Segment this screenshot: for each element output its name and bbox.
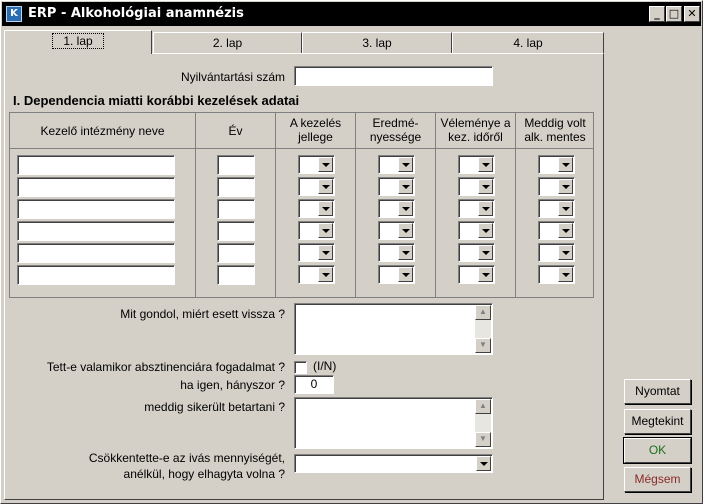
sober-duration-select[interactable] bbox=[538, 155, 575, 174]
treatment-opinion-select[interactable] bbox=[458, 177, 495, 196]
abstinence-hint: (I/N) bbox=[313, 359, 337, 373]
tab-panel bbox=[4, 53, 604, 500]
chevron-down-icon[interactable] bbox=[318, 223, 333, 238]
treatment-opinion-select[interactable] bbox=[458, 265, 495, 284]
treatment-result-select[interactable] bbox=[378, 177, 415, 196]
col-header-institution: Kezelő intézmény neve bbox=[40, 124, 165, 138]
year-field[interactable] bbox=[217, 265, 255, 285]
institution-name-field[interactable] bbox=[17, 265, 175, 285]
scroll-down-icon[interactable]: ▼ bbox=[475, 338, 491, 353]
scroll-up-icon[interactable]: ▲ bbox=[475, 305, 491, 320]
year-field[interactable] bbox=[217, 155, 255, 175]
col-header-year: Év bbox=[228, 124, 243, 138]
window-title: ERP - Alkohológiai anamnézis bbox=[28, 6, 244, 21]
chevron-down-icon[interactable] bbox=[318, 245, 333, 260]
col-header-line: A kezelés bbox=[289, 116, 342, 130]
chevron-down-icon[interactable] bbox=[558, 179, 573, 194]
chevron-down-icon[interactable] bbox=[318, 179, 333, 194]
times-label: ha igen, hányszor ? bbox=[180, 378, 285, 392]
preview-button[interactable]: Megtekint bbox=[624, 409, 691, 434]
institution-name-field[interactable] bbox=[17, 221, 175, 241]
col-header-line: nyessége bbox=[369, 130, 422, 144]
chevron-down-icon[interactable] bbox=[558, 245, 573, 260]
year-field[interactable] bbox=[217, 243, 255, 263]
tab-page-2[interactable] bbox=[153, 32, 302, 54]
tab-label: 2. lap bbox=[212, 36, 243, 50]
memo-scrollbar[interactable] bbox=[475, 305, 491, 353]
col-header-line: alk. mentes bbox=[524, 130, 586, 144]
treatment-type-select[interactable] bbox=[298, 221, 335, 240]
times-field[interactable]: 0 bbox=[294, 375, 334, 394]
chevron-down-icon[interactable] bbox=[318, 267, 333, 282]
sober-duration-select[interactable] bbox=[538, 221, 575, 240]
chevron-down-icon[interactable] bbox=[478, 201, 493, 216]
treatment-type-select[interactable] bbox=[298, 199, 335, 218]
app-icon: K bbox=[6, 6, 22, 22]
sober-duration-select[interactable] bbox=[538, 265, 575, 284]
minimize-button[interactable]: _ bbox=[649, 6, 665, 22]
treatment-type-select[interactable] bbox=[298, 155, 335, 174]
col-header-result bbox=[356, 116, 435, 144]
chevron-down-icon[interactable] bbox=[478, 267, 493, 282]
year-field[interactable] bbox=[217, 221, 255, 241]
reduce-label-line: Csökkentette-e az ivás mennyiségét, bbox=[88, 451, 285, 465]
relapse-memo[interactable] bbox=[294, 303, 493, 355]
memo-scrollbar[interactable] bbox=[475, 399, 491, 447]
reduce-label bbox=[45, 450, 285, 482]
chevron-down-icon[interactable] bbox=[558, 157, 573, 172]
chevron-down-icon[interactable] bbox=[476, 456, 491, 471]
chevron-down-icon[interactable] bbox=[398, 223, 413, 238]
treatment-opinion-select[interactable] bbox=[458, 155, 495, 174]
col-header-line: Eredmé- bbox=[372, 116, 419, 130]
tab-page-1[interactable] bbox=[4, 30, 152, 54]
sober-duration-select[interactable] bbox=[538, 177, 575, 196]
held-label: meddig sikerült betartani ? bbox=[144, 400, 285, 414]
held-memo[interactable] bbox=[294, 397, 493, 449]
chevron-down-icon[interactable] bbox=[558, 223, 573, 238]
col-header-line: jellege bbox=[298, 130, 333, 144]
col-header-line: kez. időről bbox=[448, 130, 503, 144]
treatment-result-select[interactable] bbox=[378, 199, 415, 218]
reduce-label-line: anélkül, hogy elhagyta volna ? bbox=[123, 467, 285, 481]
institution-name-field[interactable] bbox=[17, 243, 175, 263]
ok-button[interactable]: OK bbox=[624, 438, 691, 463]
scroll-down-icon[interactable]: ▼ bbox=[475, 432, 491, 447]
close-button[interactable]: ✕ bbox=[684, 6, 700, 22]
cancel-button[interactable]: Mégsem bbox=[624, 467, 691, 492]
treatment-opinion-select[interactable] bbox=[458, 221, 495, 240]
tab-page-4[interactable] bbox=[452, 32, 604, 54]
tab-label: 4. lap bbox=[513, 36, 543, 50]
treatment-type-select[interactable] bbox=[298, 265, 335, 284]
chevron-down-icon[interactable] bbox=[318, 201, 333, 216]
chevron-down-icon[interactable] bbox=[478, 157, 493, 172]
chevron-down-icon[interactable] bbox=[398, 179, 413, 194]
col-header-line: Meddig volt bbox=[524, 116, 586, 130]
tab-label: 1. lap bbox=[52, 33, 103, 49]
chevron-down-icon[interactable] bbox=[558, 201, 573, 216]
treatment-result-select[interactable] bbox=[378, 155, 415, 174]
institution-name-field[interactable] bbox=[17, 199, 175, 219]
treatment-opinion-select[interactable] bbox=[458, 199, 495, 218]
year-field[interactable] bbox=[217, 199, 255, 219]
institution-name-field[interactable] bbox=[17, 155, 175, 175]
sober-duration-select[interactable] bbox=[538, 199, 575, 218]
chevron-down-icon[interactable] bbox=[398, 267, 413, 282]
chevron-down-icon[interactable] bbox=[398, 245, 413, 260]
chevron-down-icon[interactable] bbox=[558, 267, 573, 282]
record-number-label: Nyilvántartási szám bbox=[180, 70, 285, 84]
chevron-down-icon[interactable] bbox=[398, 157, 413, 172]
tab-page-3[interactable] bbox=[302, 32, 452, 54]
tab-label: 3. lap bbox=[362, 36, 392, 50]
chevron-down-icon[interactable] bbox=[318, 157, 333, 172]
treatment-result-select[interactable] bbox=[378, 221, 415, 240]
chevron-down-icon[interactable] bbox=[398, 201, 413, 216]
title-bar[interactable] bbox=[2, 2, 701, 26]
reduce-select[interactable] bbox=[294, 454, 493, 473]
institution-name-field[interactable] bbox=[17, 177, 175, 197]
maximize-button[interactable]: □ bbox=[666, 6, 682, 22]
abstinence-label: Tett-e valamikor absztinenciára fogadalmat ? bbox=[46, 360, 285, 374]
year-field[interactable] bbox=[217, 177, 255, 197]
treatment-table bbox=[9, 112, 594, 298]
sober-duration-select[interactable] bbox=[538, 243, 575, 262]
record-number-field[interactable] bbox=[294, 66, 493, 86]
scroll-up-icon[interactable]: ▲ bbox=[475, 399, 491, 414]
treatment-opinion-select[interactable] bbox=[458, 243, 495, 262]
treatment-result-select[interactable] bbox=[378, 243, 415, 262]
abstinence-checkbox[interactable] bbox=[294, 361, 307, 374]
tab-strip bbox=[4, 30, 604, 54]
chevron-down-icon[interactable] bbox=[478, 179, 493, 194]
section-title: I. Dependencia miatti korábbi kezelések adatai bbox=[13, 93, 300, 108]
treatment-result-select[interactable] bbox=[378, 265, 415, 284]
treatment-type-select[interactable] bbox=[298, 243, 335, 262]
col-header-sober bbox=[516, 116, 594, 144]
print-button[interactable]: Nyomtat bbox=[624, 379, 691, 404]
chevron-down-icon[interactable] bbox=[478, 223, 493, 238]
col-header-line: Véleménye a bbox=[440, 116, 511, 130]
relapse-label: Mit gondol, miért esett vissza ? bbox=[120, 307, 285, 321]
chevron-down-icon[interactable] bbox=[478, 245, 493, 260]
col-header-opinion bbox=[436, 116, 515, 144]
col-header-type bbox=[276, 116, 355, 144]
treatment-type-select[interactable] bbox=[298, 177, 335, 196]
